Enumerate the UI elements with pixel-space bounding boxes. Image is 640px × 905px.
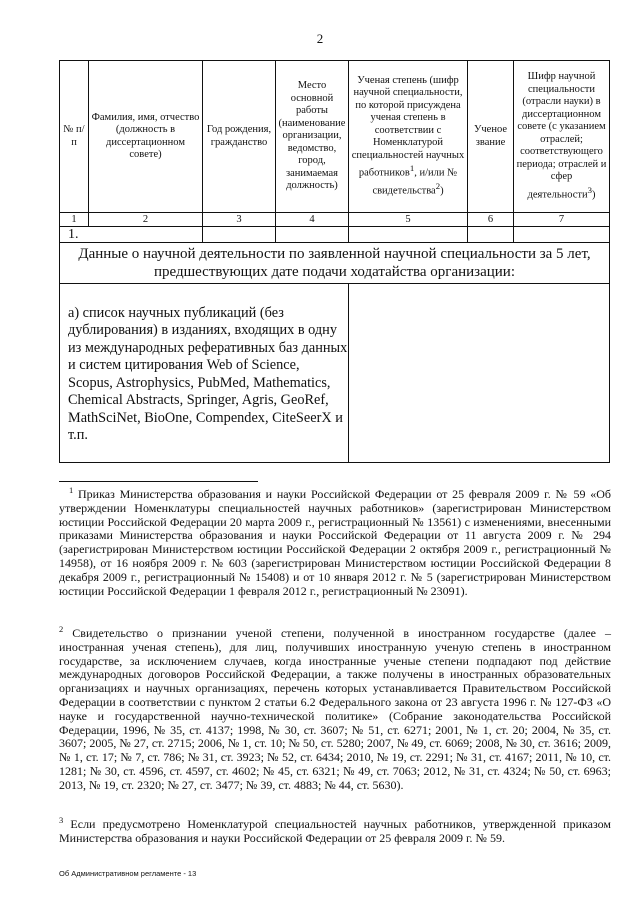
page-footer: Об Административном регламенте - 13 (59, 869, 197, 878)
table-cell (514, 227, 610, 243)
table-cell (468, 227, 514, 243)
footnote-3: $^3$ Если предусмотрено Номенклатурой специальностей научных работников, утвержденной приказом Министерства образования и науки Российской Федерации от 25 февраля 2009 г. № 59. (59, 815, 612, 845)
table-header-row (60, 61, 610, 213)
column-number: 4 (276, 213, 349, 227)
page-number: 2 (316, 31, 324, 46)
publications-label: а) список научных публикаций (без дублирования) в изданиях, входящих в одну из международных реферативных баз данных и систем цитирования Web of Science, Scopus, Astrophysics, PubMed, Mathematics, Chemical Abstracts, Springer, Agris, GeoRef, MathSciNet, BioOne, Compendex, CiteSeerX и т.п. (60, 284, 349, 463)
header-full-name: Фамилия, имя, отчество (должность в диссертационном совете) (89, 61, 203, 213)
publications-value-cell (349, 284, 610, 463)
row-number: 1. (60, 227, 203, 243)
column-number: 1 (60, 213, 89, 227)
header-specialty-code: Шифр научной специальности (отрасли науки) в диссертационном совете (с указанием отраслей; соответствующего периода; отраслей и сфер деятельности$^3$) (514, 61, 610, 213)
header-number: № п/п (60, 61, 89, 213)
table-cell (276, 227, 349, 243)
column-numbers-row (60, 213, 610, 227)
column-number: 3 (203, 213, 276, 227)
footnote-1: $^1$ Приказ Министерства образования и науки Российской Федерации от 25 февраля 2009 г. № 59 «Об утверждении Номенклатуры специальностей научных работников» (зарегистрирован Министерством юстиции Российской Федерации 20 марта 2009 г., регистрационный № 13561) с изменениями, внесенными приказами Министерства образования и науки Российской Федерации от 11 августа 2009 г. № 294 (зарегистрирован Министерством юстиции Российской Федерации 2 октября 2009 г., регистрационный № 14958), от 16 ноября 2009 г. № 603 (зарегистрирован Министерством юстиции Российской Федерации 8 декабря 2009 г., регистрационный № 15408) и от 10 января 2012 г. № 5 (зарегистрирован Министерством юстиции Российской Федерации 1 февраля 2012 г., регистрационный № 23091). (59, 485, 611, 598)
publications-row (60, 284, 610, 463)
header-birth-year: Год рождения, гражданство (203, 61, 276, 213)
header-academic-title: Ученое звание (468, 61, 514, 213)
table-cell (203, 227, 276, 243)
footnote-2: $^2$ Свидетельство о признании ученой степени, полученной в иностранном государстве (далее – иностранная ученая степень), для лиц, получивших иностранную ученую степень в иностранном государстве, за исключением случаев, когда иностранные ученые степени подпадают под действие международных договоров Российской Федерации, а также получены в иностранных образовательных организациях и научных организациях, перечень которых устанавливается Правительством Российской Федерации в соответствии с пунктом 2 статьи 6.2 Федерального закона от 23 августа 1996 г. № 127-ФЗ «О науке и государственной научно-технической политике» (Собрание законодательства Российской Федерации, 1996, № 35, ст. 4137; 1998, № 30, ст. 3607; № 51, ст. 6271; 2001, № 1, ст. 20; 2004, № 35, ст. 3607; 2005, № 27, ст. 2715; 2006, № 1, ст. 10; № 50, ст. 5280; 2007, № 49, ст. 6069; 2008, № 30, ст. 3616; 2009, № 1, ст. 17; № 7, ст. 786; № 31, ст. 3923; № 52, ст. 6434; 2010, № 19, ст. 2291; № 31, ст. 4167; 2011, № 10, ст. 1281; № 30, ст. 4596, ст. 4597, ст. 4602; № 45, ст. 6321; № 49, ст. 7063; 2012, № 31, ст. 4324; № 50, ст. 6963; 2013, № 19, ст. 2320; № 27, ст. 3477; № 39, ст. 4883; № 44, ст. 5630). (59, 624, 612, 792)
table-row (60, 227, 610, 243)
footnote-separator (59, 481, 258, 482)
table-cell (349, 227, 468, 243)
column-number: 6 (468, 213, 514, 227)
column-number: 2 (89, 213, 203, 227)
column-number: 7 (514, 213, 610, 227)
header-academic-degree: Ученая степень (шифр научной специальности, по которой присуждена ученая степень в соответствии с Номенклатурой специальностей научных работников$^1$, и/или № свидетельства$^2$) (349, 61, 468, 213)
header-workplace: Место основной работы (наименование организации, ведомство, город, занимаемая должность) (276, 61, 349, 213)
section-title: Данные о научной деятельности по заявленной научной специальности за 5 лет, предшествующих дате подачи ходатайства организации: (60, 243, 610, 284)
section-row (60, 243, 610, 284)
column-number: 5 (349, 213, 468, 227)
council-members-table (59, 60, 610, 463)
